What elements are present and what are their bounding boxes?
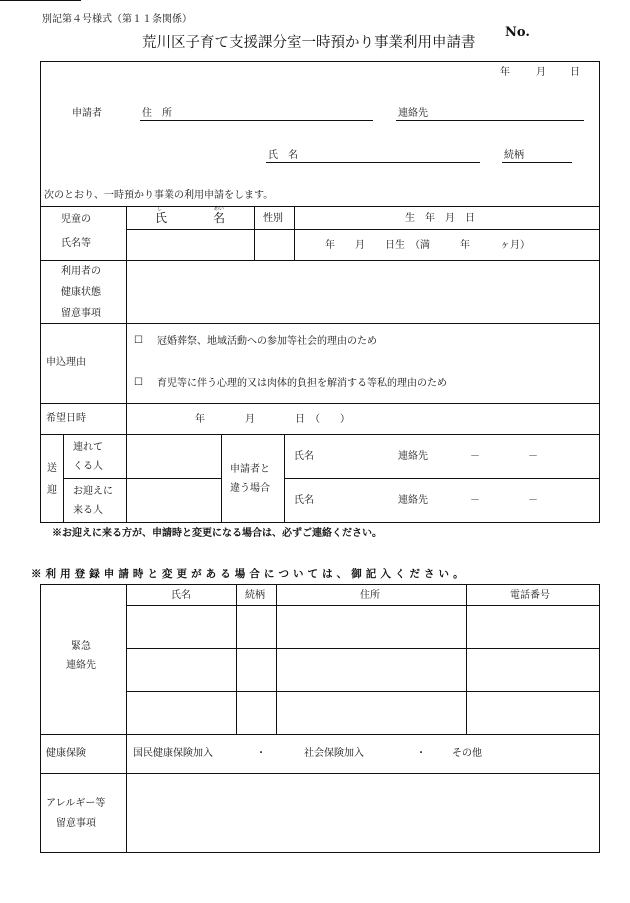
emergency-row-3[interactable] xyxy=(127,692,598,733)
pickup-note: ※お迎えに来る方が、申請時と変更になる場合は、必ずご連絡ください。 xyxy=(52,528,382,539)
bring-label-2: くる人 xyxy=(73,461,103,472)
child-gender-field[interactable] xyxy=(255,230,293,259)
health-label-2: 健康状態 xyxy=(61,287,101,298)
insurance-separator-2: ・ xyxy=(416,748,426,759)
pick-dash-1: － xyxy=(470,495,480,506)
form-title: 荒川区子育て支援課分室一時預かり事業利用申請書 xyxy=(142,35,476,51)
insurance-separator-1: ・ xyxy=(256,748,266,759)
child-name-field[interactable] xyxy=(127,230,253,259)
applicant-contact-field[interactable] xyxy=(396,120,584,121)
applicant-contact-label: 連絡先 xyxy=(398,108,428,119)
pick-name-label: 氏名 xyxy=(294,495,314,506)
insurance-label: 健康保険 xyxy=(46,748,86,759)
application-statement: 次のとおり、一時預かり事業の利用申請をします。 xyxy=(44,190,274,201)
divider xyxy=(41,206,599,207)
address-label: 住 所 xyxy=(142,108,172,119)
relation-field[interactable] xyxy=(502,162,572,163)
insurance-option-national[interactable]: 国民健康保険加入 xyxy=(133,748,213,759)
insurance-option-other[interactable]: その他 xyxy=(452,748,482,759)
child-label-2: 氏名等 xyxy=(61,238,91,249)
pickup-side-2: 迎 xyxy=(47,485,57,496)
ruby-mei: めい xyxy=(214,206,225,212)
divider xyxy=(284,478,599,479)
applicant-label: 申請者 xyxy=(72,108,102,119)
ruby-shi: し xyxy=(157,206,163,212)
pick-contact-label: 連絡先 xyxy=(398,495,428,506)
bring-label-1: 連れて xyxy=(73,442,103,453)
bring-name-label: 氏名 xyxy=(294,451,314,462)
emergency-col-relation: 続柄 xyxy=(245,590,265,601)
relation-label: 続柄 xyxy=(504,150,524,161)
reason-label: 申込理由 xyxy=(46,357,86,368)
insurance-option-social[interactable]: 社会保険加入 xyxy=(304,748,364,759)
child-name-header-2: 名 xyxy=(213,211,226,225)
health-label-1: 利用者の xyxy=(61,266,101,277)
child-label-1: 児童の xyxy=(61,214,91,225)
divider xyxy=(294,206,295,260)
pick-dash-2: － xyxy=(528,495,538,506)
divider xyxy=(41,403,599,404)
emergency-col-name: 氏名 xyxy=(171,590,191,601)
emergency-row-2[interactable] xyxy=(127,649,598,690)
number-field[interactable] xyxy=(0,0,81,1)
change-note: ※ 利 用 登 録 申 請 時 と 変 更 が あ る 場 合 に つ い て は 、 御 記 入 く だ さ い 。 xyxy=(31,568,464,580)
bring-dash-2: － xyxy=(528,451,538,462)
allergy-label-1: アレルギー等 xyxy=(46,798,106,809)
divider xyxy=(126,403,127,434)
health-label-3: 留意事項 xyxy=(61,308,101,319)
pickup-side-1: 送 xyxy=(47,463,57,474)
birth-format: 年 月 日生 （満 年 ヶ月） xyxy=(325,240,530,251)
emergency-label-1: 緊急 xyxy=(71,641,91,652)
reason-checkbox-2[interactable]: ☐ xyxy=(134,377,143,388)
date-year-label: 年 xyxy=(500,67,510,78)
date-day-label: 日 xyxy=(570,67,580,78)
date-month-label: 月 xyxy=(536,67,546,78)
desired-datetime-format: 年 月 日 （ ） xyxy=(195,414,350,425)
reason-option-1: 冠婚葬祭、地域活動への参加等社会的理由のため xyxy=(157,336,377,347)
bring-person-field[interactable] xyxy=(127,435,220,477)
divider xyxy=(41,734,599,735)
form-reference: 別記第４号様式（第１１条関係） xyxy=(42,14,192,25)
allergy-label-2: 留意事項 xyxy=(56,818,96,829)
allergy-notes-field[interactable] xyxy=(127,774,598,851)
gender-header: 性別 xyxy=(263,213,283,224)
address-field[interactable] xyxy=(140,120,373,121)
birth-header: 生 年 月 日 xyxy=(405,213,475,224)
emergency-label-2: 連絡先 xyxy=(66,660,96,671)
diff-label-1: 申請者と xyxy=(230,464,270,475)
emergency-col-address: 住所 xyxy=(360,590,380,601)
child-name-header-1: 氏 xyxy=(155,211,168,225)
applicant-name-field[interactable] xyxy=(266,162,480,163)
bring-contact-label: 連絡先 xyxy=(398,451,428,462)
number-label: No. xyxy=(505,25,530,40)
bring-dash-1: － xyxy=(470,451,480,462)
desired-datetime-label: 希望日時 xyxy=(46,413,86,424)
pick-label-2: 来る人 xyxy=(73,505,103,516)
pick-label-1: お迎えに xyxy=(73,486,113,497)
applicant-name-label: 氏 名 xyxy=(268,150,298,161)
reason-option-2: 育児等に伴う心理的又は肉体的負担を解消する等私的理由のため xyxy=(157,378,447,389)
health-notes-field[interactable] xyxy=(127,261,598,322)
emergency-col-phone: 電話番号 xyxy=(510,590,550,601)
divider xyxy=(221,434,222,522)
divider xyxy=(126,323,127,403)
reason-checkbox-1[interactable]: ☐ xyxy=(134,335,143,346)
divider xyxy=(41,434,599,435)
emergency-row-1[interactable] xyxy=(127,606,598,647)
pickup-person-field[interactable] xyxy=(127,479,220,521)
divider xyxy=(41,323,599,324)
diff-label-2: 違う場合 xyxy=(230,483,270,494)
